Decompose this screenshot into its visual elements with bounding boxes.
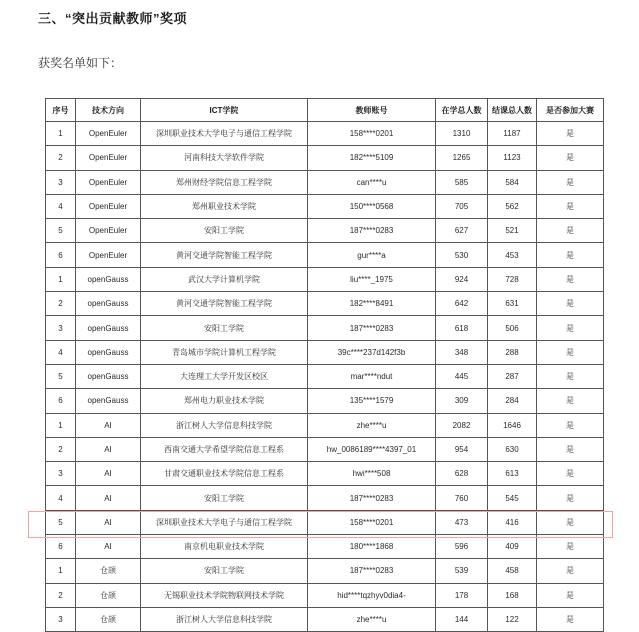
table-row xyxy=(46,486,604,510)
table-row xyxy=(46,364,604,388)
table-cell: 是 xyxy=(537,146,604,170)
table-cell: 3 xyxy=(46,316,76,340)
table-cell: gur****a xyxy=(308,243,436,267)
table-cell: 309 xyxy=(436,389,488,413)
table-cell: 浙江树人大学信息科技学院 xyxy=(141,413,308,437)
column-header: 技术方向 xyxy=(76,99,141,122)
table-cell: 是 xyxy=(537,437,604,461)
table-cell: openGauss xyxy=(76,364,141,388)
table-row xyxy=(46,535,604,559)
table-cell: 郑州电力职业技术学院 xyxy=(141,389,308,413)
table-cell: openGauss xyxy=(76,389,141,413)
table-cell: openGauss xyxy=(76,292,141,316)
table-cell: 458 xyxy=(488,559,537,583)
table-cell: 180****1868 xyxy=(308,535,436,559)
table-cell: AI xyxy=(76,462,141,486)
table-cell: 954 xyxy=(436,437,488,461)
table-cell: 760 xyxy=(436,486,488,510)
table-cell: 178 xyxy=(436,583,488,607)
table-cell: 是 xyxy=(537,486,604,510)
table-cell: 924 xyxy=(436,267,488,291)
table-row xyxy=(46,146,604,170)
table-cell: 仓颉 xyxy=(76,559,141,583)
table-cell: 是 xyxy=(537,194,604,218)
table-cell: 728 xyxy=(488,267,537,291)
table-cell: 是 xyxy=(537,243,604,267)
table-cell: 仓颉 xyxy=(76,607,141,631)
table-cell: 158****0201 xyxy=(308,510,436,534)
table-cell: 西南交通大学希望学院信息工程系 xyxy=(141,437,308,461)
table-cell: 506 xyxy=(488,316,537,340)
table-cell: 3 xyxy=(46,170,76,194)
table-cell: 是 xyxy=(537,462,604,486)
table-cell: liu****_1975 xyxy=(308,267,436,291)
column-header: 是否参加大赛 xyxy=(537,99,604,122)
table-cell: 144 xyxy=(436,607,488,631)
table-cell: 585 xyxy=(436,170,488,194)
table-cell: 大连理工大学开发区校区 xyxy=(141,364,308,388)
table-cell: 187****0283 xyxy=(308,559,436,583)
table-cell: 628 xyxy=(436,462,488,486)
table-row xyxy=(46,510,604,534)
table-cell: 596 xyxy=(436,535,488,559)
table-cell: OpenEuler xyxy=(76,146,141,170)
table-cell: 是 xyxy=(537,340,604,364)
table-cell: 1646 xyxy=(488,413,537,437)
table-cell: 158****0201 xyxy=(308,122,436,146)
table-cell: AI xyxy=(76,437,141,461)
table-cell: OpenEuler xyxy=(76,243,141,267)
table-cell: 安阳工学院 xyxy=(141,559,308,583)
table-cell: openGauss xyxy=(76,316,141,340)
table-cell: 深圳职业技术大学电子与通信工程学院 xyxy=(141,510,308,534)
table-cell: 521 xyxy=(488,219,537,243)
table-cell: 1187 xyxy=(488,122,537,146)
table-cell: 2 xyxy=(46,146,76,170)
column-header: 结课总人数 xyxy=(488,99,537,122)
table-cell: 6 xyxy=(46,389,76,413)
table-cell: 642 xyxy=(436,292,488,316)
table-cell: 445 xyxy=(436,364,488,388)
table-cell: AI xyxy=(76,510,141,534)
table-row xyxy=(46,170,604,194)
table-cell: 562 xyxy=(488,194,537,218)
table-cell: 584 xyxy=(488,170,537,194)
table-row xyxy=(46,267,604,291)
table-cell: 是 xyxy=(537,292,604,316)
table-cell: 6 xyxy=(46,243,76,267)
table-cell: 135****1579 xyxy=(308,389,436,413)
page-title: 三、“突出贡献教师”奖项 xyxy=(38,11,188,26)
table-row xyxy=(46,462,604,486)
table-cell: 仓颉 xyxy=(76,583,141,607)
table-cell: 2 xyxy=(46,292,76,316)
table-cell: 1123 xyxy=(488,146,537,170)
table-cell: 是 xyxy=(537,583,604,607)
table-row xyxy=(46,194,604,218)
table-cell: zhe****u xyxy=(308,413,436,437)
table-cell: 是 xyxy=(537,510,604,534)
table-cell: 南京机电职业技术学院 xyxy=(141,535,308,559)
winner-list-intro: 获奖名单如下： xyxy=(38,56,123,70)
table-cell: 浙江树人大学信息科技学院 xyxy=(141,607,308,631)
table-cell: 187****0283 xyxy=(308,486,436,510)
table-cell: AI xyxy=(76,535,141,559)
table-cell: 2082 xyxy=(436,413,488,437)
table-cell: 是 xyxy=(537,267,604,291)
table-row xyxy=(46,437,604,461)
table-cell: mar****ndut xyxy=(308,364,436,388)
table-cell: 705 xyxy=(436,194,488,218)
table-cell: 416 xyxy=(488,510,537,534)
award-table xyxy=(45,98,604,632)
table-cell: 武汉大学计算机学院 xyxy=(141,267,308,291)
table-header xyxy=(46,99,604,122)
table-cell: 613 xyxy=(488,462,537,486)
table-cell: 187****0283 xyxy=(308,219,436,243)
table-cell: 630 xyxy=(488,437,537,461)
table-cell: 是 xyxy=(537,364,604,388)
table-cell: 4 xyxy=(46,340,76,364)
table-cell: 是 xyxy=(537,389,604,413)
table-cell: 168 xyxy=(488,583,537,607)
table-cell: 3 xyxy=(46,607,76,631)
table-cell: 是 xyxy=(537,535,604,559)
table-cell: 青岛城市学院计算机工程学院 xyxy=(141,340,308,364)
table-cell: 2 xyxy=(46,583,76,607)
table-cell: hwi****508 xyxy=(308,462,436,486)
table-cell: 187****0283 xyxy=(308,316,436,340)
table-cell: 3 xyxy=(46,462,76,486)
table-cell: OpenEuler xyxy=(76,170,141,194)
table-row xyxy=(46,292,604,316)
table-cell: 39c****237d142f3b xyxy=(308,340,436,364)
table-cell: 539 xyxy=(436,559,488,583)
table-cell: zhe****u xyxy=(308,607,436,631)
table-row xyxy=(46,122,604,146)
table-row xyxy=(46,389,604,413)
table-row xyxy=(46,607,604,631)
table-cell: 甘肃交通职业技术学院信息工程系 xyxy=(141,462,308,486)
table-cell: 530 xyxy=(436,243,488,267)
table-cell: hid****tqzhyv0dia4- xyxy=(308,583,436,607)
table-cell: 郑州职业技术学院 xyxy=(141,194,308,218)
table-cell: 6 xyxy=(46,535,76,559)
table-cell: 黄河交通学院智能工程学院 xyxy=(141,243,308,267)
table-cell: 安阳工学院 xyxy=(141,219,308,243)
column-header: ICT学院 xyxy=(141,99,308,122)
table-cell: 1 xyxy=(46,267,76,291)
table-cell: 409 xyxy=(488,535,537,559)
table-row xyxy=(46,316,604,340)
table-cell: 深圳职业技术大学电子与通信工程学院 xyxy=(141,122,308,146)
table-cell: 安阳工学院 xyxy=(141,316,308,340)
table-cell: 182****8491 xyxy=(308,292,436,316)
table-cell: 是 xyxy=(537,219,604,243)
table-cell: 郑州财经学院信息工程学院 xyxy=(141,170,308,194)
table-cell: 1 xyxy=(46,122,76,146)
table-cell: 是 xyxy=(537,413,604,437)
table-cell: 河南科技大学软件学院 xyxy=(141,146,308,170)
table-cell: 287 xyxy=(488,364,537,388)
table-cell: 288 xyxy=(488,340,537,364)
table-cell: 182****5109 xyxy=(308,146,436,170)
table-cell: can****u xyxy=(308,170,436,194)
table-cell: 627 xyxy=(436,219,488,243)
table-cell: 5 xyxy=(46,364,76,388)
table-cell: 348 xyxy=(436,340,488,364)
table-cell: openGauss xyxy=(76,340,141,364)
column-header: 在学总人数 xyxy=(436,99,488,122)
table-cell: 5 xyxy=(46,510,76,534)
table-cell: 4 xyxy=(46,486,76,510)
table-cell: 是 xyxy=(537,316,604,340)
table-cell: 1 xyxy=(46,559,76,583)
column-header: 序号 xyxy=(46,99,76,122)
column-header: 教师账号 xyxy=(308,99,436,122)
table-cell: 122 xyxy=(488,607,537,631)
table-cell: 1265 xyxy=(436,146,488,170)
table-cell: 150****0568 xyxy=(308,194,436,218)
table-cell: 是 xyxy=(537,170,604,194)
table-cell: openGauss xyxy=(76,267,141,291)
table-cell: 4 xyxy=(46,194,76,218)
table-cell: 1310 xyxy=(436,122,488,146)
table-cell: AI xyxy=(76,413,141,437)
table-cell: 473 xyxy=(436,510,488,534)
table-row xyxy=(46,243,604,267)
table-cell: hw_0086189****4397_01 xyxy=(308,437,436,461)
table-cell: 是 xyxy=(537,559,604,583)
table-cell: 安阳工学院 xyxy=(141,486,308,510)
table-cell: 5 xyxy=(46,219,76,243)
table-cell: 631 xyxy=(488,292,537,316)
table-cell: 453 xyxy=(488,243,537,267)
table-cell: 黄河交通学院智能工程学院 xyxy=(141,292,308,316)
table-cell: 2 xyxy=(46,437,76,461)
table-cell: 284 xyxy=(488,389,537,413)
table-header-row xyxy=(46,99,604,122)
table-cell: 是 xyxy=(537,122,604,146)
table-cell: OpenEuler xyxy=(76,194,141,218)
table-cell: 无锡职业技术学院物联网技术学院 xyxy=(141,583,308,607)
table-cell: 545 xyxy=(488,486,537,510)
table-row xyxy=(46,413,604,437)
table-cell: OpenEuler xyxy=(76,219,141,243)
table-cell: OpenEuler xyxy=(76,122,141,146)
table-cell: AI xyxy=(76,486,141,510)
table-cell: 是 xyxy=(537,607,604,631)
table-row xyxy=(46,583,604,607)
table-row xyxy=(46,219,604,243)
table-row xyxy=(46,559,604,583)
table-row xyxy=(46,340,604,364)
table-cell: 618 xyxy=(436,316,488,340)
table-cell: 1 xyxy=(46,413,76,437)
